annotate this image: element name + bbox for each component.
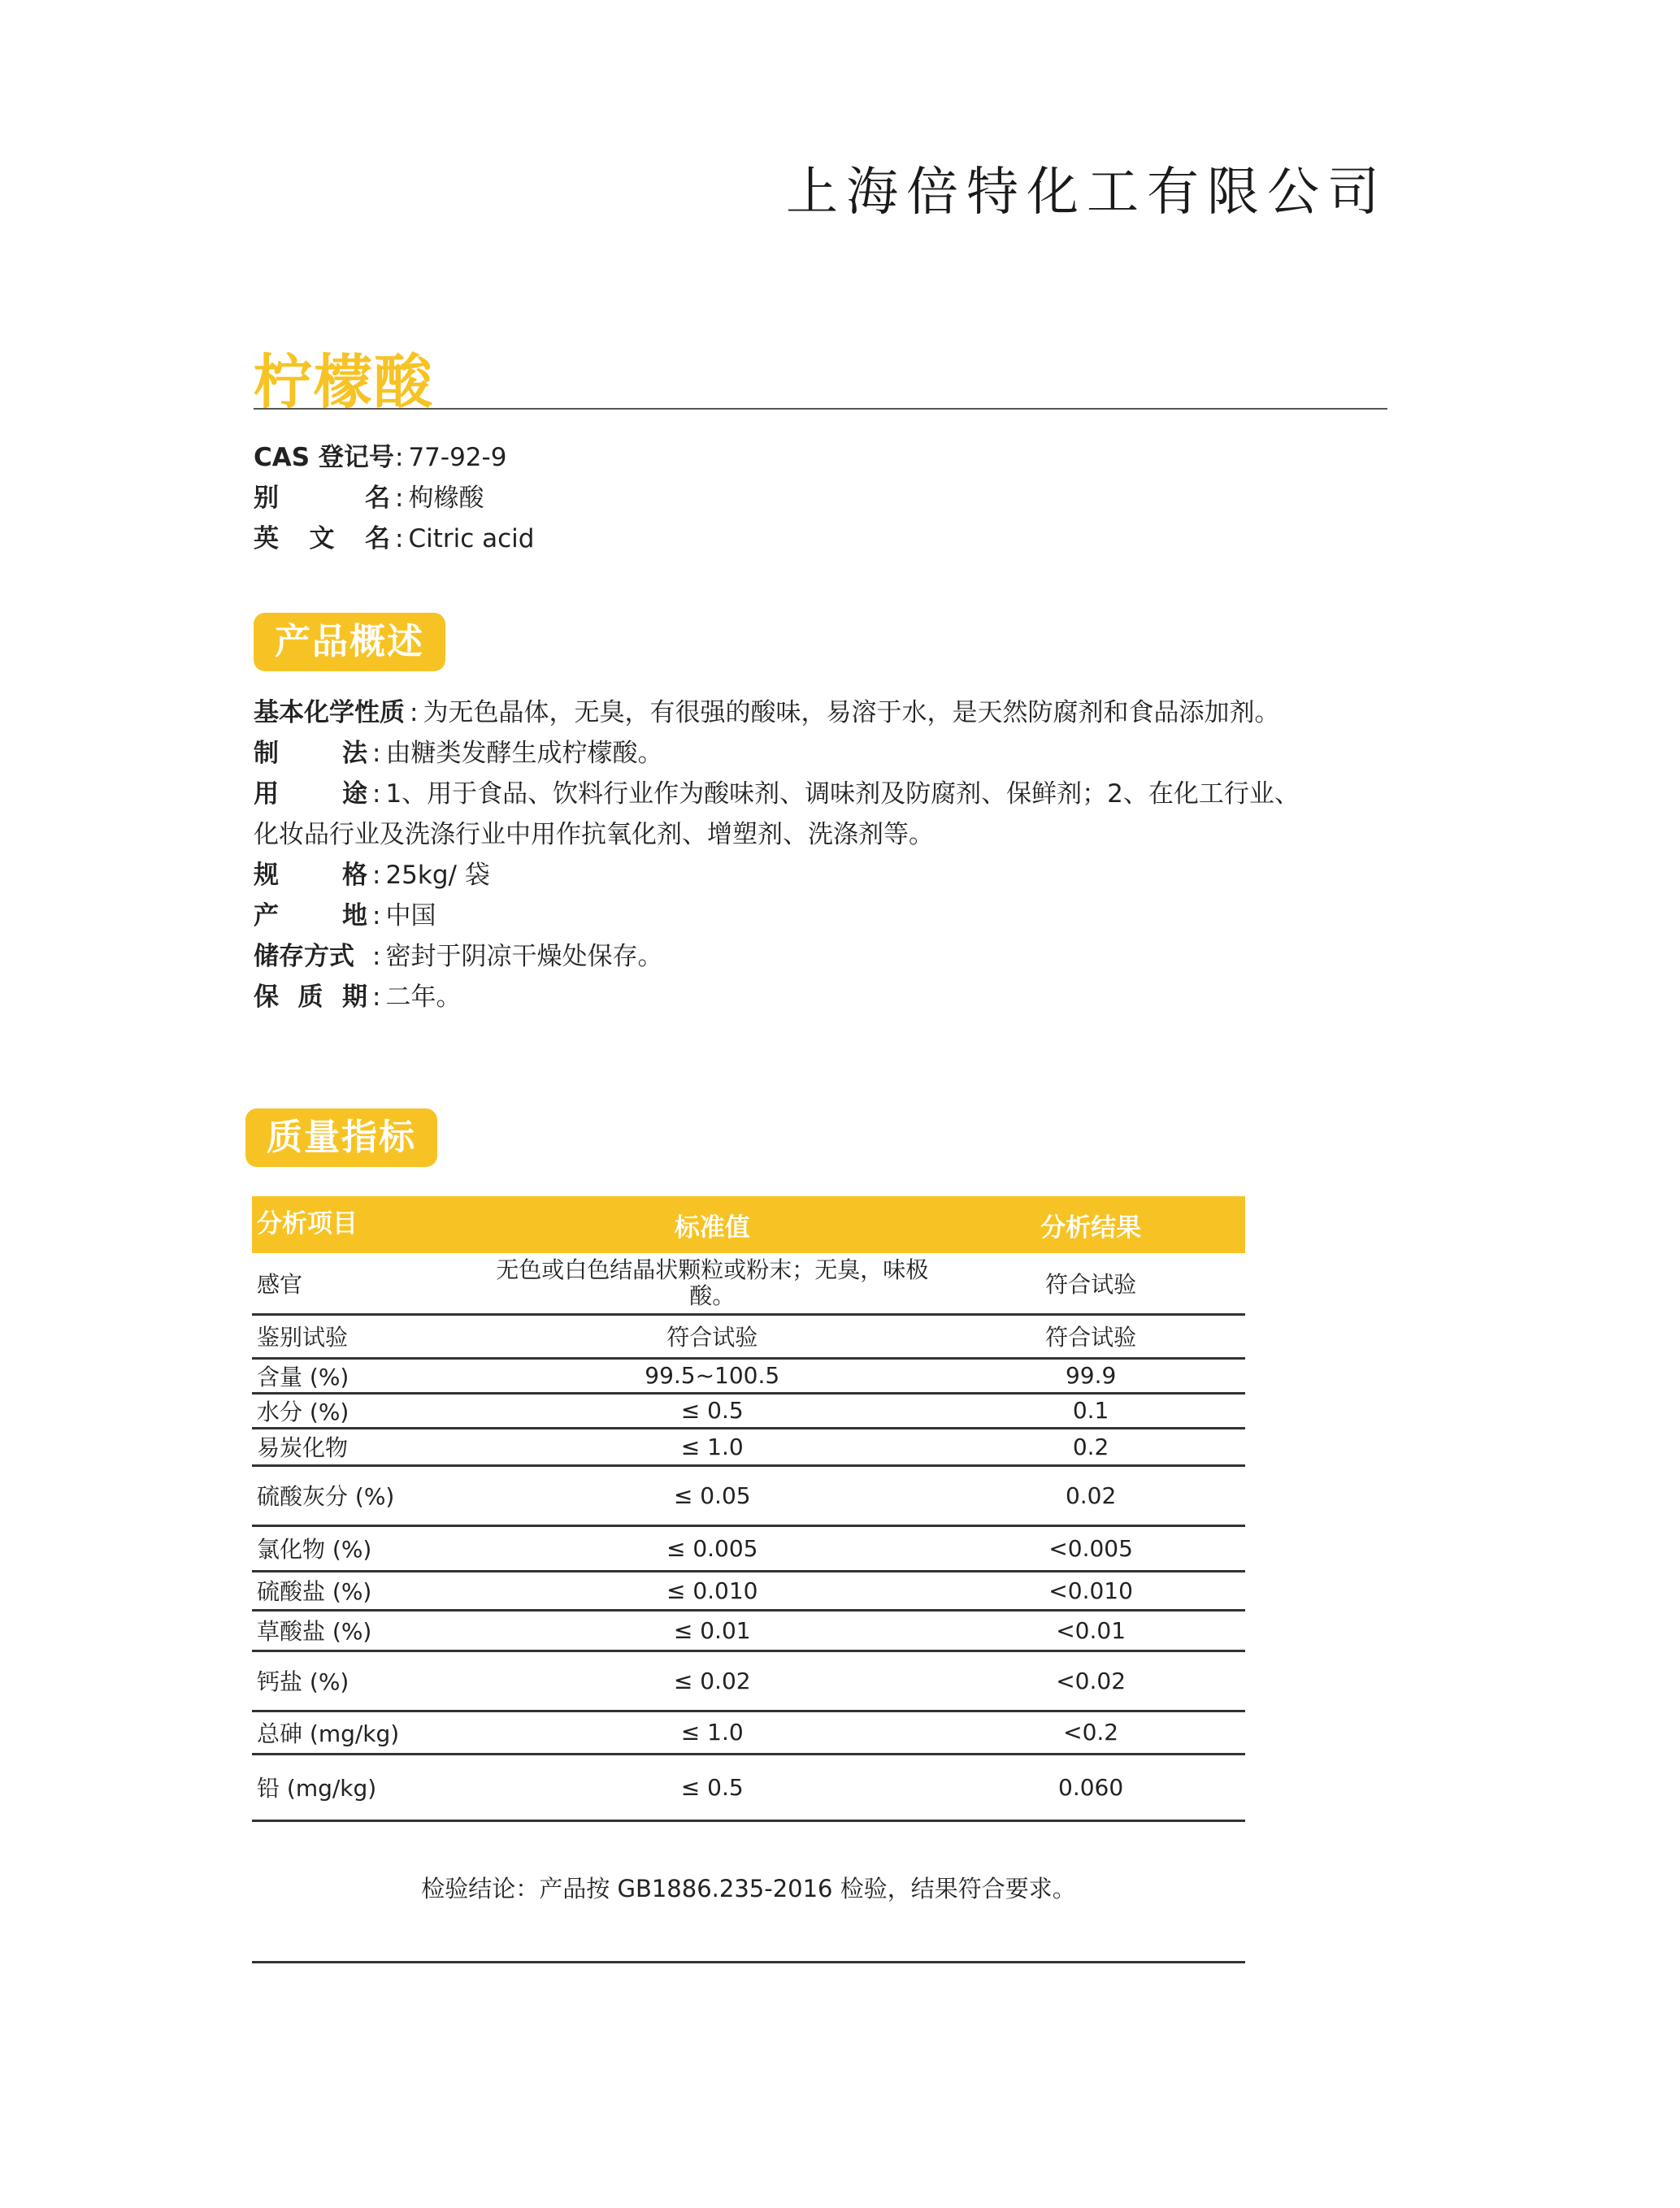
storage-line: 储存方式 : 密封于阴凉干燥处保存。 <box>254 936 1408 977</box>
table-row <box>252 1253 1245 1314</box>
bottom-divider <box>252 1961 1245 1963</box>
row-result: <0.01 <box>936 1610 1245 1651</box>
spec-value: 25kg/ 袋 <box>385 861 490 890</box>
english-name-value: Citric acid <box>408 524 535 553</box>
basic-properties-line: 基本化学性质 : 为无色晶体，无臭，有很强的酸味，易溶于水，是天然防腐剂和食品添加剂。 <box>254 692 1408 733</box>
shelf-life-line: 保质期 : 二年。 <box>254 977 1408 1017</box>
row-item: 鉴别试验 <box>252 1314 488 1358</box>
basic-properties-value: 为无色晶体，无臭，有很强的酸味，易溶于水，是天然防腐剂和食品添加剂。 <box>423 698 1280 727</box>
use-label: 用途 <box>254 779 367 809</box>
table-row <box>252 1754 1245 1820</box>
cas-value: 77-92-9 <box>408 443 507 472</box>
header-result: 分析结果 <box>936 1196 1245 1253</box>
method-value: 由糖类发酵生成柠檬酸。 <box>385 739 663 768</box>
row-standard: ≤ 0.5 <box>488 1393 936 1428</box>
row-item: 氯化物 (%) <box>252 1525 488 1571</box>
row-result: 符合试验 <box>936 1314 1245 1358</box>
row-result: 0.02 <box>936 1465 1245 1525</box>
row-standard: ≤ 0.02 <box>488 1651 936 1711</box>
spec-line: 规格 : 25kg/ 袋 <box>254 855 1408 896</box>
identifiers <box>254 437 534 559</box>
origin-label: 产地 <box>254 901 367 930</box>
quality-heading: 质量指标 <box>245 1108 437 1167</box>
row-item: 草酸盐 (%) <box>252 1610 488 1651</box>
header-item: 分析项目 <box>252 1196 488 1253</box>
row-item: 总砷 (mg/kg) <box>252 1711 488 1754</box>
row-item: 易炭化物 <box>252 1428 488 1465</box>
row-result: 0.060 <box>936 1754 1245 1820</box>
alias-value: 枸橼酸 <box>408 484 484 513</box>
shelf-life-label: 保质期 <box>254 983 367 1012</box>
table-row <box>252 1651 1245 1711</box>
row-result: 符合试验 <box>936 1253 1245 1314</box>
table-row <box>252 1571 1245 1610</box>
row-result: <0.2 <box>936 1711 1245 1754</box>
product-overview <box>254 692 1408 1017</box>
alias-line: 别名 : 枸橼酸 <box>254 478 534 518</box>
basic-properties-label: 基本化学性质 <box>254 698 405 727</box>
row-standard: ≤ 0.010 <box>488 1571 936 1610</box>
row-item: 含量 (%) <box>252 1358 488 1393</box>
spec-label: 规格 <box>254 861 367 890</box>
row-standard: ≤ 0.05 <box>488 1465 936 1525</box>
storage-label: 储存方式 <box>254 942 354 971</box>
row-result: <0.010 <box>936 1571 1245 1610</box>
row-standard: ≤ 0.01 <box>488 1610 936 1651</box>
row-standard-text: 无色或白色结晶状颗粒或粉末；无臭，味极酸。 <box>496 1256 929 1309</box>
method-line: 制法 : 由糖类发酵生成柠檬酸。 <box>254 733 1408 774</box>
cas-label: CAS 登记号 <box>254 443 394 472</box>
use-line: 用途 : 1、用于食品、饮料行业作为酸味剂、调味剂及防腐剂、保鲜剂；2、在化工行业、 <box>254 774 1408 814</box>
row-standard: ≤ 1.0 <box>488 1711 936 1754</box>
table-row <box>252 1711 1245 1754</box>
row-item: 硫酸灰分 (%) <box>252 1465 488 1525</box>
shelf-life-value: 二年。 <box>385 983 462 1012</box>
use-value-line2: 化妆品行业及洗涤行业中用作抗氧化剂、增塑剂、洗涤剂等。 <box>254 820 934 849</box>
english-name-line: 英文名 : Citric acid <box>254 518 534 559</box>
english-name-label: 英文名 <box>254 524 390 553</box>
origin-value: 中国 <box>385 901 436 930</box>
origin-line: 产地 : 中国 <box>254 896 1408 936</box>
row-item: 感官 <box>252 1253 488 1314</box>
row-result: 0.2 <box>936 1428 1245 1465</box>
header-standard: 标准值 <box>488 1196 936 1253</box>
quality-table <box>252 1196 1245 1822</box>
row-item: 钙盐 (%) <box>252 1651 488 1711</box>
cas-line: CAS 登记号: 77-92-9 <box>254 437 534 478</box>
table-row <box>252 1428 1245 1465</box>
storage-value: 密封于阴凉干燥处保存。 <box>385 942 663 971</box>
method-label: 制法 <box>254 739 367 768</box>
row-result: 99.9 <box>936 1358 1245 1393</box>
row-item: 硫酸盐 (%) <box>252 1571 488 1610</box>
row-result: 0.1 <box>936 1393 1245 1428</box>
row-result: <0.02 <box>936 1651 1245 1711</box>
use-line-2 <box>254 814 1408 855</box>
product-title: 柠檬酸 <box>254 348 435 416</box>
row-standard: 符合试验 <box>488 1314 936 1358</box>
row-standard: ≤ 1.0 <box>488 1428 936 1465</box>
company-name: 上海倍特化工有限公司 <box>786 163 1387 223</box>
row-result: <0.005 <box>936 1525 1245 1571</box>
row-item: 水分 (%) <box>252 1393 488 1428</box>
row-standard <box>488 1253 936 1314</box>
quality-table-header <box>252 1196 1245 1253</box>
use-value-line1: 1、用于食品、饮料行业作为酸味剂、调味剂及防腐剂、保鲜剂；2、在化工行业、 <box>385 779 1300 809</box>
table-row <box>252 1393 1245 1428</box>
row-standard: 99.5~100.5 <box>488 1358 936 1393</box>
overview-heading: 产品概述 <box>254 613 445 671</box>
row-standard: ≤ 0.5 <box>488 1754 936 1820</box>
row-standard: ≤ 0.005 <box>488 1525 936 1571</box>
row-item: 铅 (mg/kg) <box>252 1754 488 1820</box>
table-row <box>252 1358 1245 1393</box>
table-row <box>252 1314 1245 1358</box>
table-row <box>252 1465 1245 1525</box>
inspection-conclusion: 检验结论：产品按 GB1886.235-2016 检验，结果符合要求。 <box>421 1875 1076 1902</box>
alias-label: 别名 <box>254 484 390 513</box>
table-row <box>252 1525 1245 1571</box>
title-divider <box>254 408 1387 410</box>
table-row <box>252 1610 1245 1651</box>
